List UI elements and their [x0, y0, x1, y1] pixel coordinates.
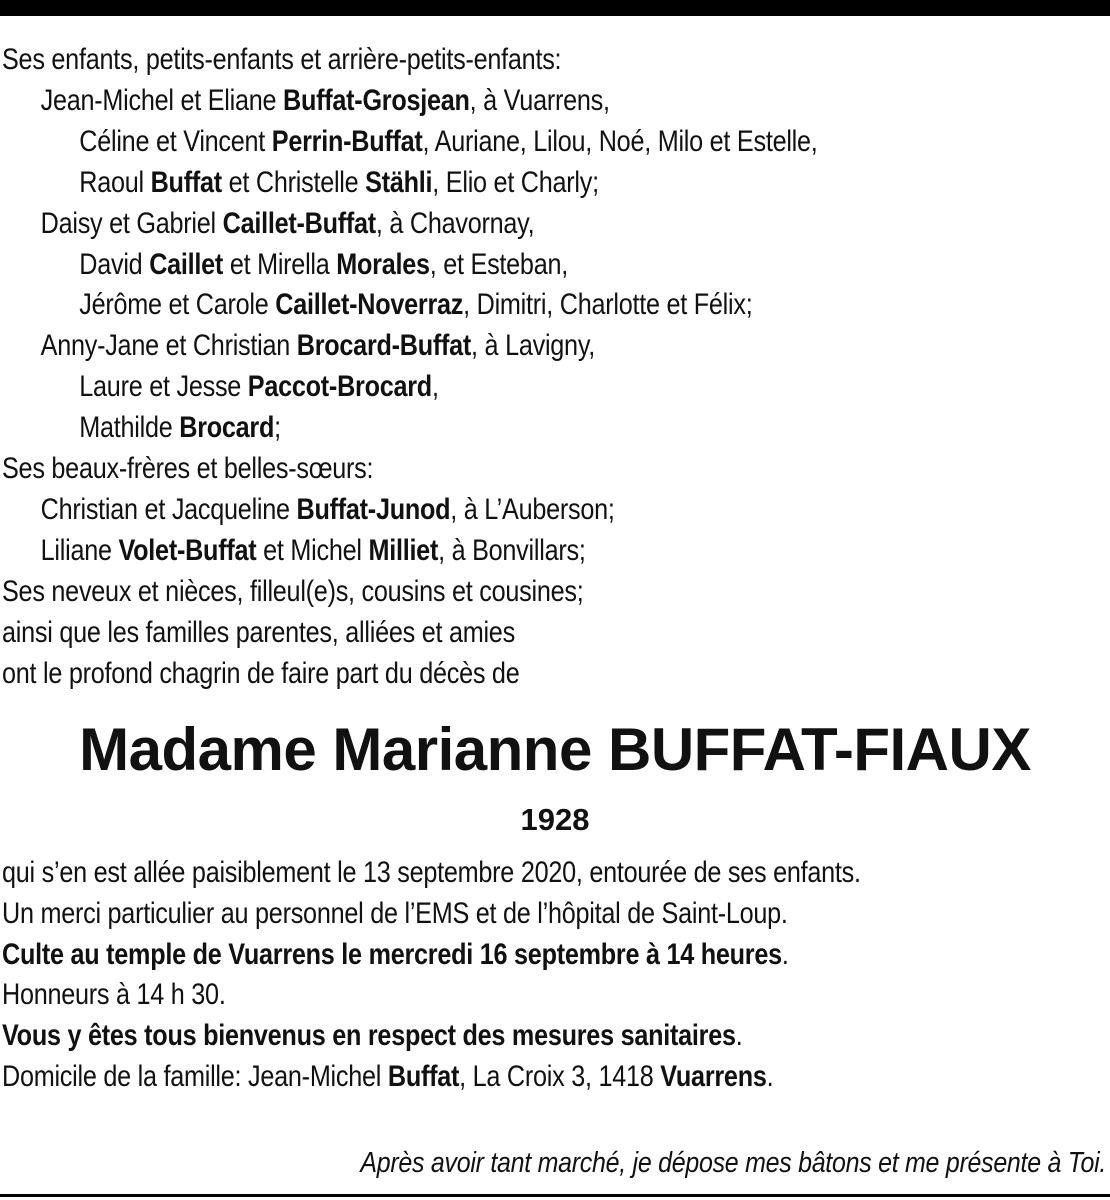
extended-family-line: Ses neveux et nièces, filleul(e)s, cousins et cousines;: [2, 574, 584, 608]
announcement-line: ont le profond chagrin de faire part du décès de: [2, 656, 520, 690]
in-laws-intro: Ses beaux-frères et belles-sœurs:: [2, 452, 374, 486]
family-line: Liliane Volet-Buffat et Michel Milliet, à Bonvillars;: [40, 533, 586, 567]
family-intro: Ses enfants, petits-enfants et arrière-petits-enfants:: [2, 43, 562, 76]
family-line: Jean-Michel et Eliane Buffat-Grosjean, à Vuarrens,: [40, 83, 610, 117]
family-line: Céline et Vincent Perrin-Buffat, Auriane, Lilou, Noé, Milo et Estelle,: [79, 124, 818, 158]
extended-family-line: ainsi que les familles parentes, alliées et amies: [2, 615, 515, 649]
details-line: qui s’en est allée paisiblement le 13 septembre 2020, entourée de ses enfants.: [2, 856, 861, 889]
closing-quote: Après avoir tant marché, je dépose mes bâtons et me présente à Toi.: [360, 1147, 1106, 1179]
family-line: Mathilde Brocard;: [79, 411, 281, 445]
family-line: Jérôme et Carole Caillet-Noverraz, Dimitri, Charlotte et Félix;: [79, 288, 753, 322]
family-line: Daisy et Gabriel Caillet-Buffat, à Chavornay,: [40, 206, 535, 240]
details-block: [2, 853, 1107, 1098]
welcome-line: Vous y êtes tous bienvenus en respect des mesures sanitaires.: [2, 1019, 743, 1053]
family-line: Anny-Jane et Christian Brocard-Buffat, à Lavigny,: [40, 329, 596, 363]
family-line: Raoul Buffat et Christelle Stähli, Elio et Charly;: [79, 165, 599, 199]
birth-year: 1928: [520, 802, 590, 837]
details-line: Honneurs à 14 h 30.: [2, 978, 226, 1012]
family-line: Laure et Jesse Paccot-Brocard,: [79, 370, 439, 404]
family-list: [2, 40, 1107, 695]
family-line: David Caillet et Mirella Morales, et Esteban,: [79, 247, 568, 281]
bottom-rule: [0, 1194, 1110, 1197]
top-rule: [0, 0, 1110, 16]
family-line: Christian et Jacqueline Buffat-Junod, à L’Auberson;: [40, 492, 615, 526]
address-line: Domicile de la famille: Jean-Michel Buffat, La Croix 3, 1418 Vuarrens.: [2, 1059, 774, 1093]
service-line: Culte au temple de Vuarrens le mercredi 16 septembre à 14 heures.: [2, 937, 789, 971]
details-line: Un merci particulier au personnel de l’EMS et de l’hôpital de Saint-Loup.: [2, 896, 788, 930]
deceased-name: Madame Marianne BUFFAT-FIAUX: [79, 716, 1031, 783]
